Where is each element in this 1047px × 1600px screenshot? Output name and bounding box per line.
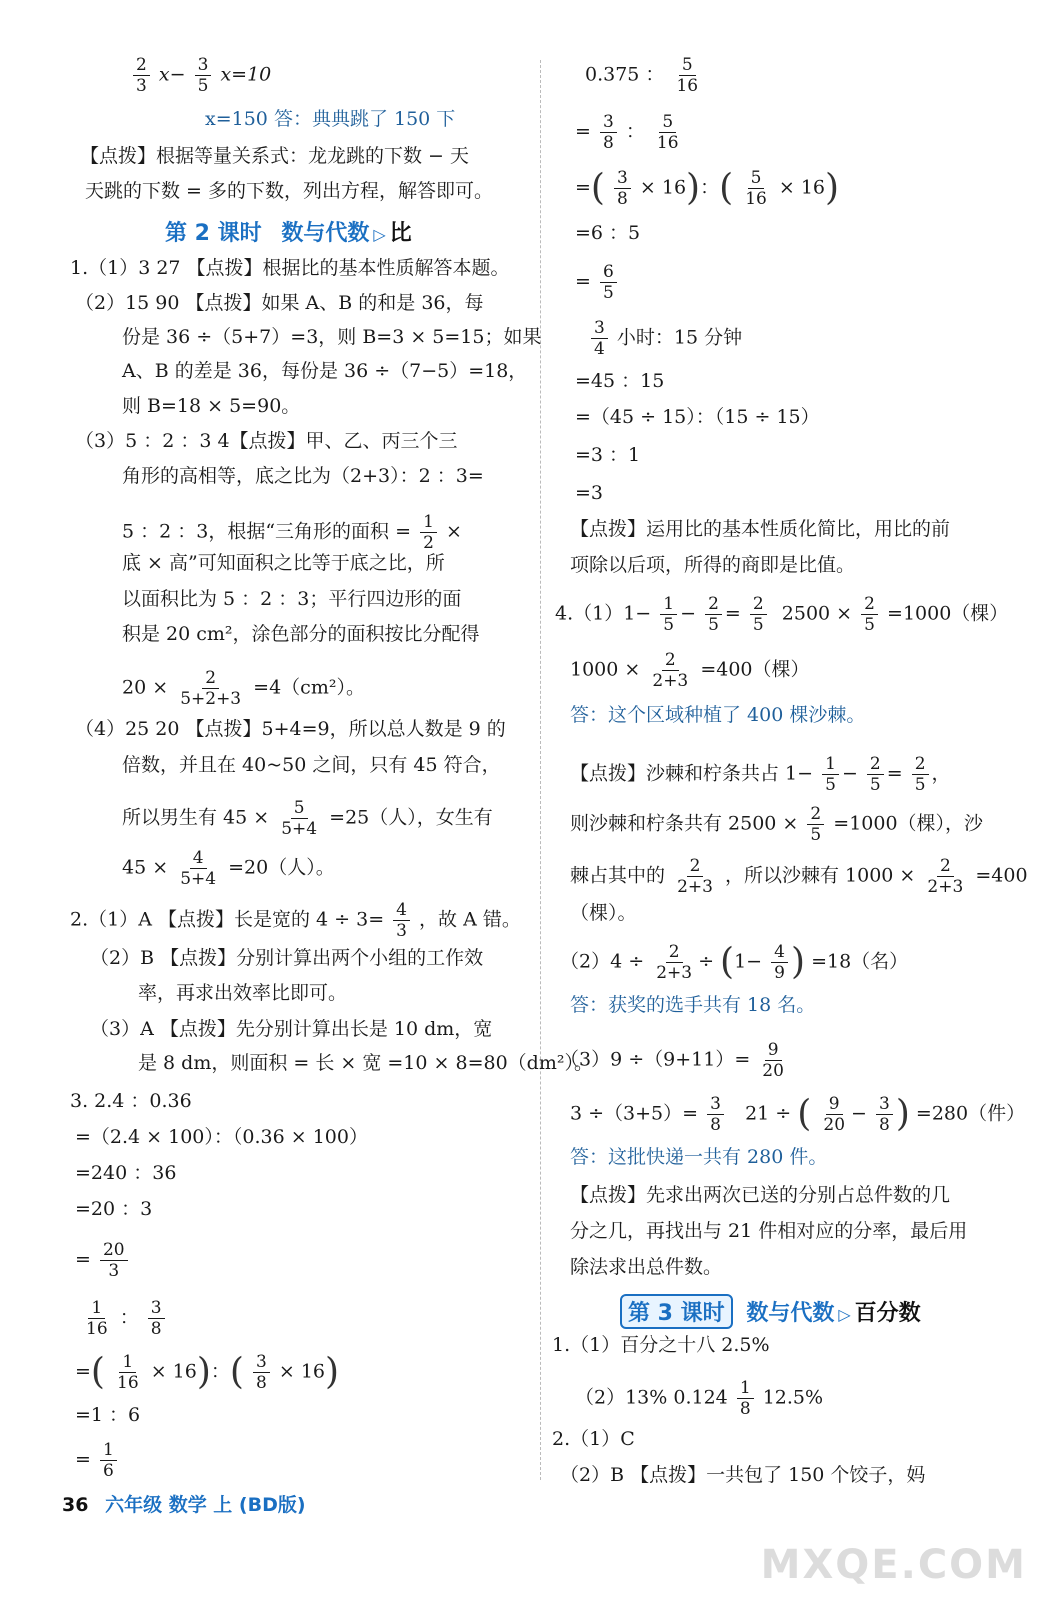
fraction: $\frac{9}{20}$ (762, 1040, 784, 1081)
percent-question-1: 1.（1）百分之十八 2.5% (552, 1334, 770, 1356)
tip-text: 【点拨】根据等量关系式：龙龙跳的下数 − 天 (80, 145, 470, 167)
fraction: $\frac{4}{9}$ (771, 942, 788, 983)
fraction: $\frac{1}{8}$ (737, 1378, 754, 1419)
fraction: $\frac{4}{3}$ (393, 900, 410, 941)
fraction: $\frac{2}{2+3}$ (677, 856, 713, 897)
question-2-1: 2.（1）A 【点拨】长是宽的 4 ÷ 3= $\frac{4}{3}$ ，故 A 错。 (70, 900, 521, 941)
fraction: $\frac{1}{16}$ (86, 1298, 108, 1339)
fraction: $\frac{2}{2+3}$ (927, 856, 964, 897)
text-line: =( $\frac{1}{16}$ × 16)：( $\frac{3}{8}$ × 16) (75, 1351, 340, 1393)
fraction: $\frac{1}{5}$ (660, 594, 677, 635)
fraction: $\frac{5}{5+4}$ (281, 798, 318, 839)
fraction: $\frac{5}{16}$ (676, 55, 699, 96)
text-line: （棵）。 (570, 902, 637, 924)
answer-line: 答：这个区域种植了 400 棵沙棘。 (570, 704, 866, 726)
fraction: $\frac{2}{5}$ (867, 754, 884, 795)
question-1-3: （3）5 ：2 ：3 4【点拨】甲、乙、丙三个三 (75, 430, 458, 452)
text-line: =( $\frac{3}{8}$ × 16)：( $\frac{5}{16}$ × 16) (575, 167, 840, 209)
fraction: $\frac{5}{16}$ (745, 168, 767, 209)
fraction: $\frac{20}{3}$ (100, 1240, 128, 1281)
fraction: $\frac{3}{8}$ (148, 1298, 165, 1339)
fraction: $\frac{3}{8}$ (253, 1352, 270, 1393)
text-line: 则沙棘和柠条共有 2500 × $\frac{2}{5}$ =1000（棵），沙 (570, 804, 984, 845)
text-line: = $\frac{1}{6}$ (75, 1440, 120, 1481)
question-2-2: （2）B 【点拨】分别计算出两个小组的工作效 (90, 947, 484, 969)
tip-text: 【点拨】先求出两次已送的分别占总件数的几 (570, 1184, 951, 1206)
fraction: $\frac{1}{6}$ (100, 1440, 117, 1481)
fraction: $\frac{1}{2}$ (420, 512, 437, 553)
fraction: $\frac{3}{5}$ (195, 55, 212, 96)
text-line: =（2.4 × 100）：（0.36 × 100） (75, 1126, 368, 1148)
page-number: 36 (62, 1494, 89, 1516)
question-4-2: （2）4 ÷ $\frac{2}{2+3}$ ÷ (1− $\frac{4}{9}$ ) =18（名） (560, 941, 909, 983)
text-line: = $\frac{20}{3}$ (75, 1240, 131, 1281)
text-line: 则 B=18 × 5=90。 (122, 395, 301, 417)
lesson-tag: 第 3 课时 (620, 1294, 733, 1329)
text-line: =3 (575, 482, 604, 504)
question-3: 3. 2.4 ：0.36 (70, 1090, 192, 1112)
fraction: $\frac{2}{5}$ (807, 804, 824, 845)
tip-text: 天跳的下数 = 多的下数，列出方程，解答即可。 (85, 180, 494, 202)
text-line: = $\frac{6}{5}$ (575, 262, 620, 303)
fraction: $\frac{4}{5+4}$ (180, 848, 217, 889)
text-line: =6 ：5 (575, 222, 641, 244)
question-1-2: （2）15 90 【点拨】如果 A、B 的和是 36，每 (75, 292, 484, 314)
text-line: =3 ：1 (575, 444, 641, 466)
fraction: $\frac{1}{16}$ (117, 1352, 139, 1393)
text-line: =240 ：36 (75, 1162, 177, 1184)
watermark: MXQE.COM (760, 1542, 1027, 1588)
fraction: $\frac{2}{2+3}$ (652, 650, 689, 691)
question-1-1: 1.（1）3 27 【点拨】根据比的基本性质解答本题。 (70, 257, 510, 279)
text-line: $\frac{3}{4}$ 小时：15 分钟 (588, 318, 742, 359)
text-line: 是 8 dm，则面积 = 长 × 宽 =10 × 8=80（dm²）。 (138, 1052, 593, 1074)
lesson-header-3: 第 3 课时 数与代数 ▷ 百分数 (620, 1294, 921, 1329)
tip-text: 项除以后项，所得的商即是比值。 (570, 554, 856, 576)
text-line: 5 ：2 ：3，根据“三角形的面积 = $\frac{1}{2}$ × (122, 512, 462, 553)
play-arrow-icon: ▷ (373, 225, 386, 244)
fraction: $\frac{5}{16}$ (656, 112, 679, 153)
text-line: 底 × 高”可知面积之比等于底之比，所 (122, 552, 445, 574)
text-line: 率，再求出效率比即可。 (138, 982, 348, 1004)
text-line: 20 × $\frac{2}{5+2+3}$ =4（cm²）。 (122, 668, 365, 709)
fraction: $\frac{3}{8}$ (600, 112, 617, 153)
fraction: $\frac{2}{5}$ (861, 594, 878, 635)
text-line: （2）B 【点拨】一共包了 150 个饺子，妈 (560, 1464, 926, 1486)
question-1-4: （4）25 20 【点拨】5+4=9，所以总人数是 9 的 (75, 718, 506, 740)
page-footer (62, 1490, 306, 1517)
column-divider (540, 60, 541, 1480)
text-line: 3 ÷（3+5）= $\frac{3}{8}$ 21 ÷ ( $\frac{9}{20}$ − $\frac{3}{8}$ ) =280（件） (570, 1093, 1026, 1135)
play-arrow-icon: ▷ (838, 1305, 851, 1324)
tip-text: 分之几，再找出与 21 件相对应的分率，最后用 (570, 1220, 968, 1242)
equation-top: $\frac{2}{3}$ x− $\frac{3}{5}$ x=10 (130, 55, 271, 96)
fraction: $\frac{9}{20}$ (823, 1094, 846, 1135)
question-2-3: （3）A 【点拨】先分别计算出长是 10 dm，宽 (90, 1018, 493, 1040)
fraction: $\frac{2}{5}$ (705, 594, 722, 635)
text-line: 积是 20 cm²，涂色部分的面积按比分配得 (122, 623, 480, 645)
text-line: $\frac{1}{16}$ ： $\frac{3}{8}$ (80, 1298, 168, 1339)
text-line: =20 ：3 (75, 1198, 153, 1220)
text-line: 所以男生有 45 × $\frac{5}{5+4}$ =25（人），女生有 (122, 798, 493, 839)
fraction: $\frac{1}{5}$ (822, 754, 839, 795)
answer-line: 答：获奖的选手共有 18 名。 (570, 994, 816, 1016)
tip-text: 除法求出总件数。 (570, 1256, 723, 1278)
text-line: =1 ：6 (75, 1404, 141, 1426)
question-4-3: （3）9 ÷（9+11）= $\frac{9}{20}$ (560, 1040, 790, 1081)
text-line: 棘占其中的 $\frac{2}{2+3}$ ，所以沙棘有 1000 × $\frac{2}{2+3}$ =400 (570, 856, 1028, 897)
tip-text: 【点拨】运用比的基本性质化简比，用比的前 (570, 518, 951, 540)
text-line: 以面积比为 5 ：2 ：3；平行四边形的面 (122, 588, 462, 610)
text-line: =（45 ÷ 15）：（15 ÷ 15） (575, 406, 820, 428)
text-line: A、B 的差是 36，每份是 36 ÷（7−5）=18， (122, 360, 528, 382)
text-line: 倍数，并且在 40~50 之间，只有 45 符合， (122, 754, 501, 776)
fraction: $\frac{3}{8}$ (614, 168, 631, 209)
fraction: $\frac{6}{5}$ (600, 262, 617, 303)
lesson-header-2: 第 2 课时 数与代数 ▷ 比 (165, 221, 412, 246)
question-4-1: 4.（1）1− $\frac{1}{5}$ − $\frac{2}{5}$ = $\frac{2}{5}$ 2500 × $\frac{2}{5}$ =1000（棵） (555, 594, 1009, 635)
fraction: $\frac{2}{5}$ (750, 594, 767, 635)
fraction: $\frac{2}{5+2+3}$ (180, 668, 242, 709)
text-line: （2）13% 0.124 $\frac{1}{8}$ 12.5% (575, 1378, 824, 1419)
text-line: 0.375 ： $\frac{5}{16}$ (585, 55, 704, 96)
text-line: 份是 36 ÷（5+7）=3，则 B=3 × 5=15；如果 (122, 326, 542, 348)
text-line: 角形的高相等，底之比为（2+3）：2 ：3= (122, 465, 484, 487)
text-line: 1000 × $\frac{2}{2+3}$ =400（棵） (570, 650, 810, 691)
fraction: $\frac{3}{8}$ (876, 1094, 893, 1135)
fraction: $\frac{3}{4}$ (591, 318, 608, 359)
lesson-tag: 第 2 课时 (165, 221, 262, 246)
book-title: 六年级 数学 上 (BD版) (105, 1494, 306, 1516)
answer-line: 答：这批快递一共有 280 件。 (570, 1146, 828, 1168)
text-line: =45 ：15 (575, 370, 665, 392)
fraction: $\frac{3}{8}$ (707, 1094, 724, 1135)
fraction: $\frac{2}{2+3}$ (656, 942, 693, 983)
tip-text: 【点拨】沙棘和柠条共占 1− $\frac{1}{5}$ − $\frac{2}{5}$ = $\frac{2}{5}$ ， (570, 754, 951, 795)
fraction: $\frac{2}{5}$ (912, 754, 929, 795)
fraction: $\frac{2}{3}$ (133, 55, 150, 96)
answer-line: x=150 答：典典跳了 150 下 (205, 108, 456, 130)
text-line: = $\frac{3}{8}$ ： $\frac{5}{16}$ (575, 112, 685, 153)
text-line: 45 × $\frac{4}{5+4}$ =20（人）。 (122, 848, 335, 889)
percent-question-2: 2.（1）C (552, 1428, 635, 1450)
